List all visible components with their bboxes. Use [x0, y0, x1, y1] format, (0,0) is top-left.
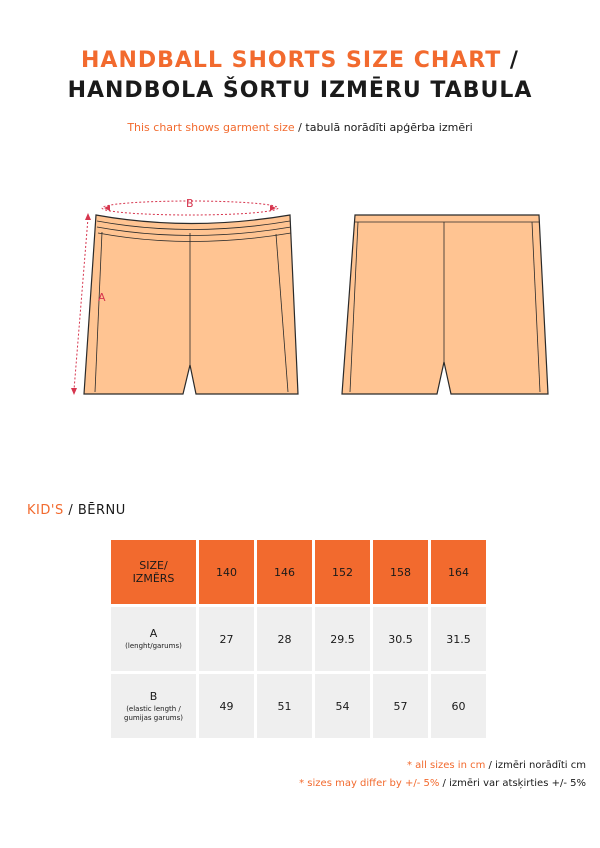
title-slash: / [501, 48, 519, 73]
measure-b-label: B [186, 197, 194, 210]
back-shorts-illustration [342, 215, 548, 394]
table-cell: 30.5 [373, 607, 428, 671]
section-heading [27, 503, 126, 518]
table-cell: 28 [257, 607, 312, 671]
footnote-units-english: * all sizes in cm [406, 760, 486, 771]
size-header-cell: 158 [373, 540, 428, 604]
size-header-cell: 164 [431, 540, 486, 604]
subtitle-latvian: tabulā norādīti apģērba izmēri [305, 121, 473, 134]
table-cell: 57 [373, 674, 428, 738]
row-a-label-cell [111, 607, 196, 671]
table-cell: 49 [199, 674, 254, 738]
table-cell: 27 [199, 607, 254, 671]
measure-a-label: A [98, 291, 106, 304]
table-row [111, 607, 486, 671]
footnote-tolerance [299, 778, 586, 789]
front-shorts-illustration [84, 215, 298, 394]
row-a-sublabel: (lenght/garums) [125, 642, 182, 650]
table-header-row [111, 540, 486, 604]
table-cell: 51 [257, 674, 312, 738]
section-slash: / [63, 503, 78, 518]
footnote-units [407, 760, 586, 771]
subtitle-slash: / [294, 121, 306, 134]
row-a-label: A [149, 627, 158, 640]
row-b-label: B [149, 689, 158, 703]
row-b-sublabel-line1: (elastic length / [126, 704, 181, 713]
header-label-cell [111, 540, 196, 604]
row-b-sublabel-line2: gumijas garums) [124, 713, 183, 722]
header-label-line1: SIZE/ [139, 559, 168, 572]
subtitle-english: This chart shows garment size [127, 121, 295, 134]
footnote-tolerance-english: * sizes may differ by +/- 5% [299, 778, 440, 789]
measure-b [102, 197, 278, 215]
size-table [108, 537, 489, 741]
table-cell: 31.5 [431, 607, 486, 671]
table-cell: 54 [315, 674, 370, 738]
footnote-tolerance-latvian: / izmēri var atsķirties +/- 5% [439, 778, 586, 789]
row-b-label-cell [111, 674, 196, 738]
header-label-line2: IZMĒRS [132, 572, 175, 585]
title-english: HANDBALL SHORTS SIZE CHART [81, 48, 502, 73]
table-row [111, 674, 486, 738]
size-header-cell: 152 [315, 540, 370, 604]
section-label-latvian: BĒRNU [77, 503, 126, 518]
footnote-units-latvian: / izmēri norādīti cm [485, 760, 586, 771]
table-cell: 60 [431, 674, 486, 738]
size-header-cell: 140 [199, 540, 254, 604]
page-title-latvian: HANDBOLA ŠORTU IZMĒRU TABULA [67, 78, 533, 103]
size-header-cell: 146 [257, 540, 312, 604]
table-cell: 29.5 [315, 607, 370, 671]
section-label-english: KID'S [27, 503, 64, 518]
